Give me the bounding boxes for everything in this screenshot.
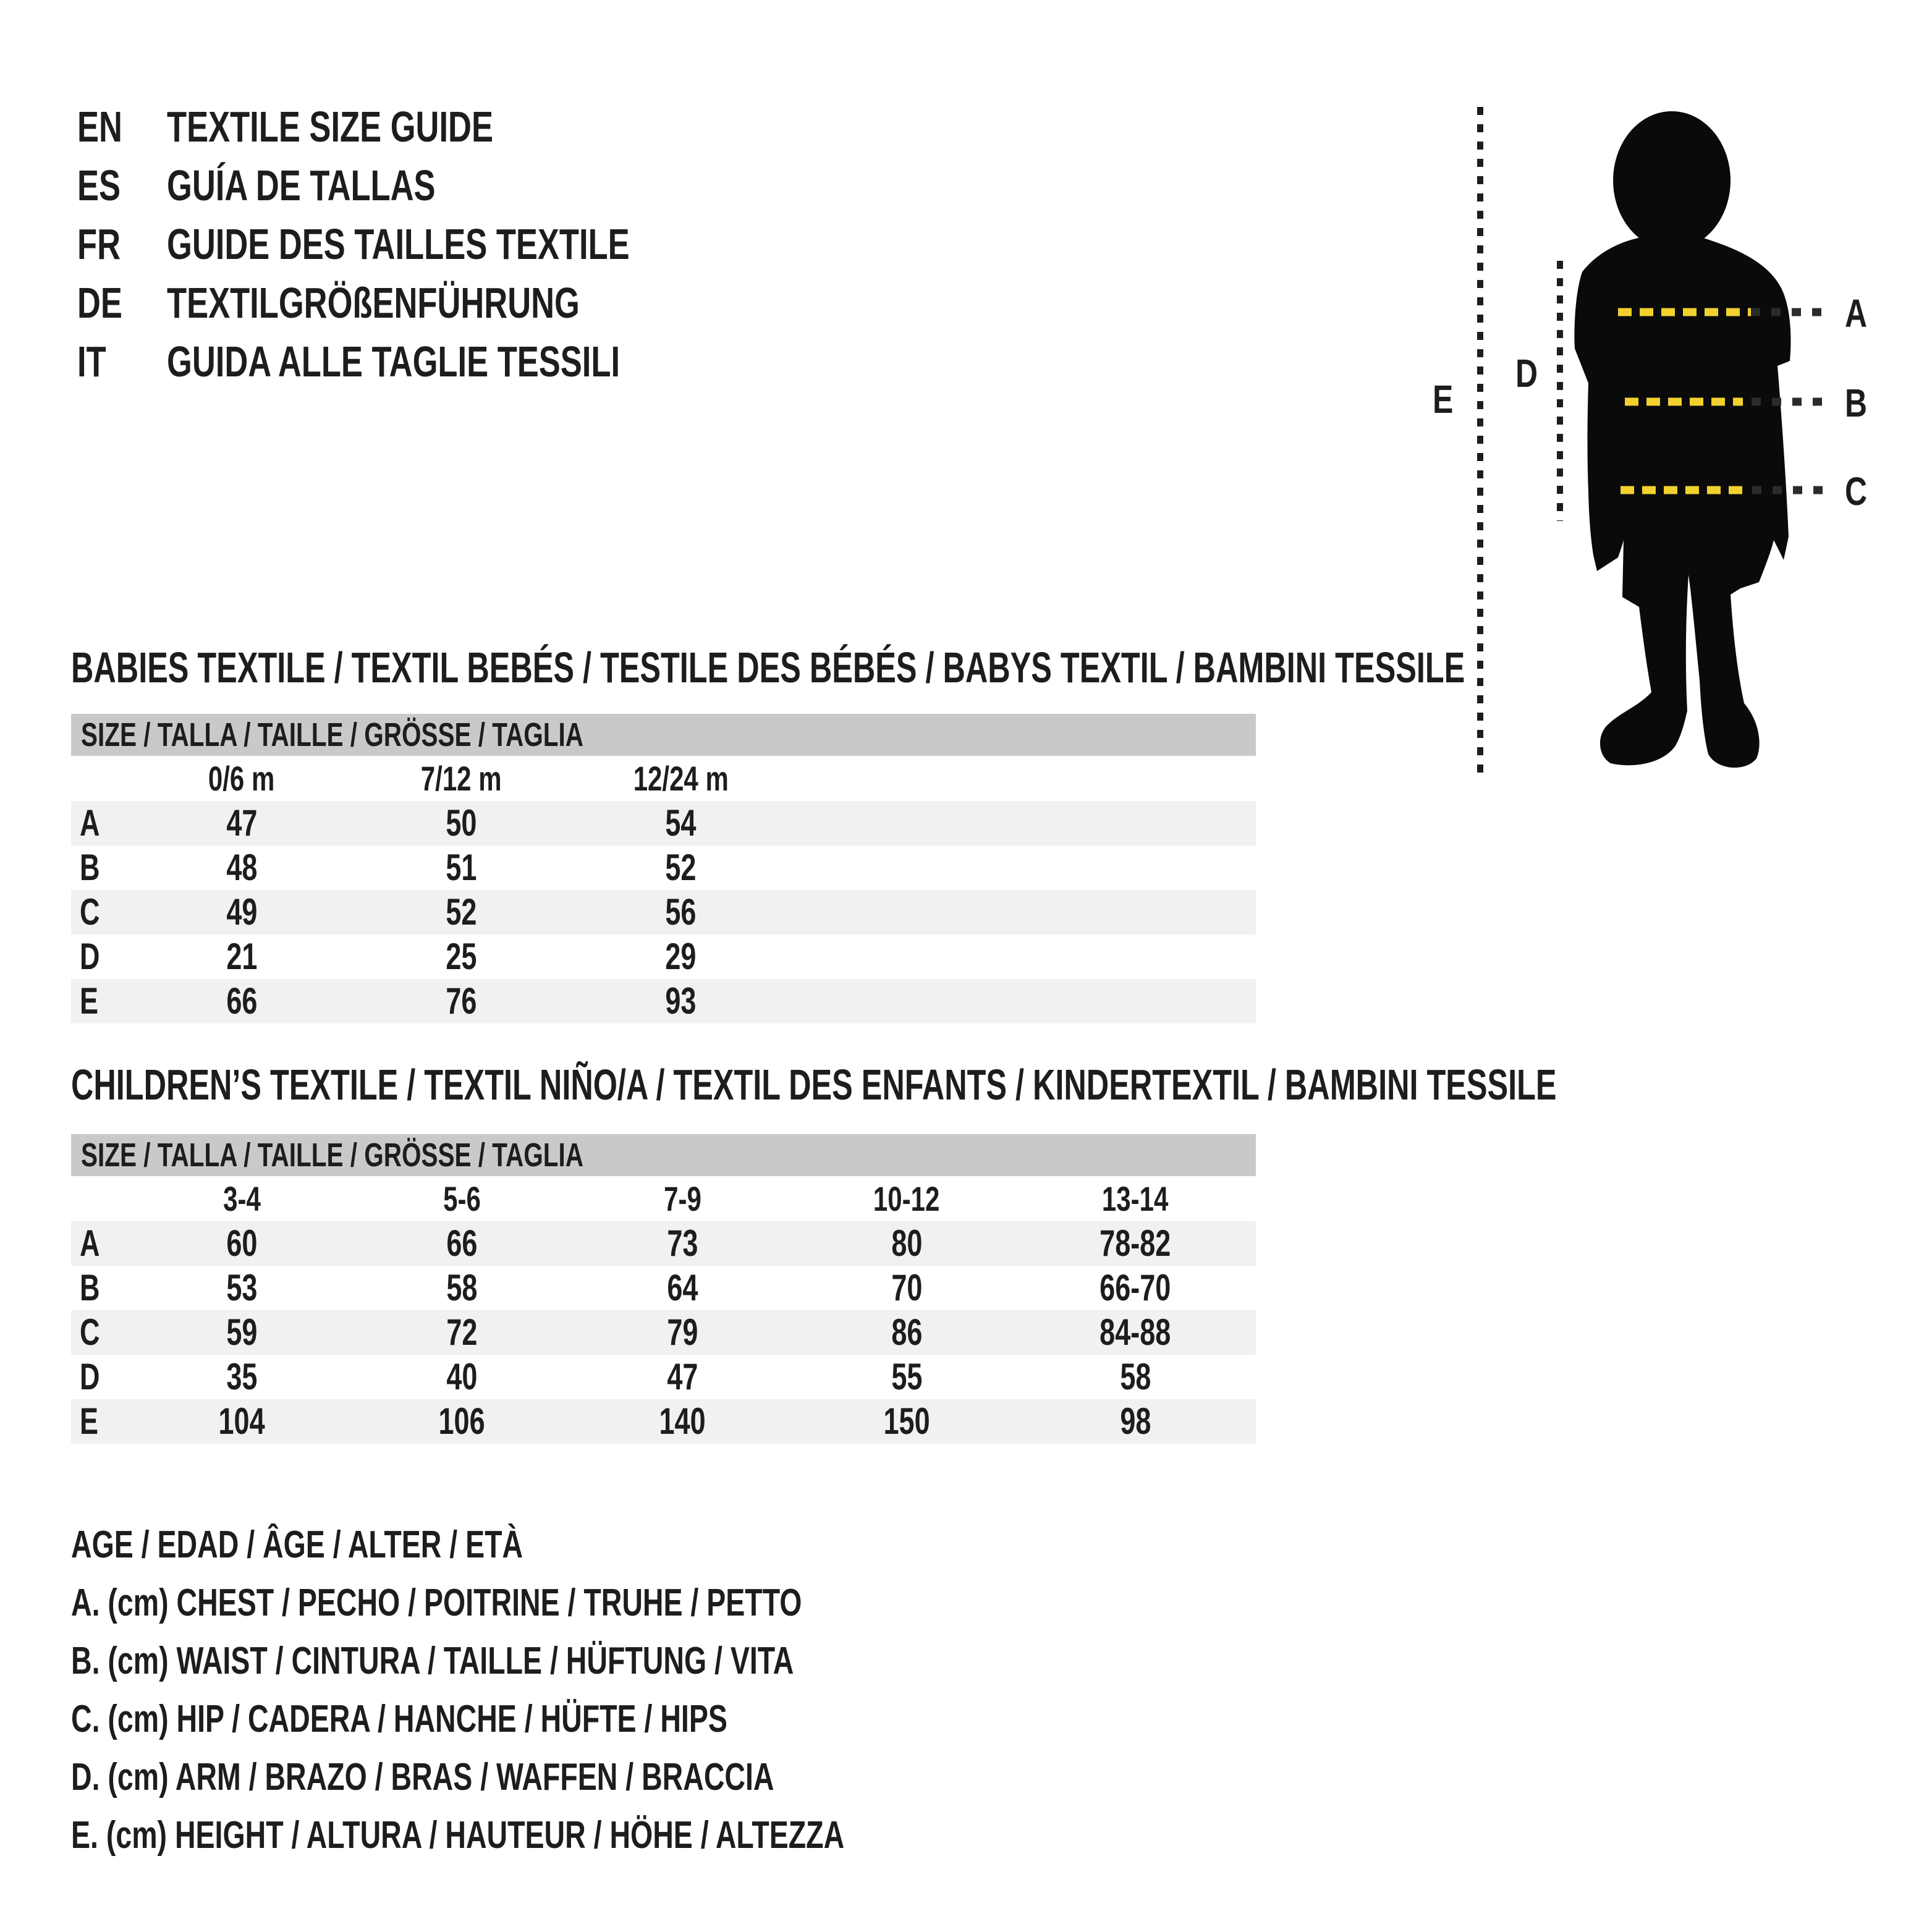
measure-label-a: A: [1845, 291, 1868, 336]
table-cell: 58: [446, 1267, 478, 1308]
table-cell: 47: [226, 802, 258, 844]
table-cell: 78-82: [1099, 1222, 1171, 1264]
column-header: 7-9: [663, 1179, 701, 1218]
babies-size-table: [71, 714, 1256, 1023]
table-cell: 53: [226, 1267, 258, 1308]
table-cell: 35: [226, 1356, 258, 1397]
table-cell: 55: [891, 1356, 923, 1397]
table-cell: 48: [226, 847, 258, 888]
language-row: [77, 156, 784, 215]
language-code: ES: [77, 161, 121, 210]
table-row-c: [71, 1310, 1256, 1355]
measurement-legend: [71, 1516, 1102, 1865]
table-cell: 80: [891, 1222, 923, 1264]
silhouette-head: [1613, 111, 1731, 250]
legend-item-waist: B. (cm) WAIST / CINTURA / TAILLE / HÜFTUNG / VITA: [71, 1640, 794, 1682]
row-label: A: [80, 1222, 100, 1264]
table-cell: 59: [226, 1311, 258, 1353]
language-title: TEXTILGRÖßENFÜHRUNG: [167, 279, 580, 327]
language-row: [77, 98, 784, 156]
table-row-b: [71, 845, 1256, 890]
table-cell: 52: [445, 891, 477, 933]
table-cell: 106: [438, 1400, 485, 1442]
legend-item-age: AGE / EDAD / ÂGE / ALTER / ETÀ: [71, 1523, 523, 1566]
table-row-e: [71, 1399, 1256, 1444]
table-cell: 52: [665, 847, 697, 888]
table-row-e: [71, 979, 1256, 1023]
children-size-table: [71, 1134, 1256, 1444]
legend-item-chest: A. (cm) CHEST / PECHO / POITRINE / TRUHE / PETTO: [71, 1582, 802, 1624]
children-table-header-bar: SIZE / TALLA / TAILLE / GRÖSSE / TAGLIA: [71, 1134, 1256, 1176]
table-cell: 56: [665, 891, 697, 933]
table-cell: 86: [891, 1311, 923, 1353]
language-row: [77, 274, 784, 333]
row-label: E: [80, 1400, 99, 1442]
language-title: GUIDA ALLE TAGLIE TESSILI: [167, 337, 621, 386]
table-row-d: [71, 934, 1256, 979]
table-cell: 73: [666, 1222, 698, 1264]
table-cell: 70: [891, 1267, 923, 1308]
table-row-b: [71, 1266, 1256, 1310]
table-row-a: [71, 801, 1256, 845]
table-cell: 60: [226, 1222, 258, 1264]
children-section-title: CHILDREN’S TEXTILE / TEXTIL NIÑO/A / TEXTIL DES ENFANTS / KINDERTEXTIL / BAMBINI TESSILE: [71, 1061, 1557, 1109]
table-cell: 21: [226, 936, 258, 977]
column-header: 10-12: [873, 1179, 940, 1218]
row-label: C: [80, 1311, 100, 1353]
table-cell: 54: [665, 802, 697, 844]
language-list: [77, 98, 784, 391]
table-cell: 98: [1119, 1400, 1151, 1442]
table-cell: 150: [883, 1400, 930, 1442]
column-header: 5-6: [443, 1179, 481, 1218]
language-code: FR: [77, 220, 121, 268]
table-row-c: [71, 890, 1256, 934]
table-row-d: [71, 1355, 1256, 1399]
row-label: A: [80, 802, 100, 844]
column-header: 7/12 m: [420, 759, 502, 798]
legend-item-hip: C. (cm) HIP / CADERA / HANCHE / HÜFTE / HIPS: [71, 1698, 727, 1740]
table-row-a: [71, 1221, 1256, 1266]
table-cell: 66: [446, 1222, 478, 1264]
row-label: D: [80, 1356, 100, 1397]
table-cell: 64: [666, 1267, 698, 1308]
row-label: B: [80, 847, 100, 888]
row-label: E: [80, 980, 99, 1022]
column-header: 12/24 m: [633, 759, 729, 798]
babies-section-title: BABIES TEXTILE / TEXTIL BEBÉS / TESTILE DES BÉBÉS / BABYS TEXTIL / BAMBINI TESSILE: [71, 643, 1465, 692]
row-label: D: [80, 936, 100, 977]
measure-label-d: D: [1515, 351, 1538, 396]
language-title: GUIDE DES TAILLES TEXTILE: [167, 220, 630, 268]
row-label: C: [80, 891, 100, 933]
table-cell: 84-88: [1099, 1311, 1171, 1353]
measure-label-e: E: [1433, 377, 1454, 422]
language-code: IT: [77, 337, 106, 386]
table-cell: 66: [226, 980, 258, 1022]
language-row: [77, 333, 784, 391]
babies-table-header-bar: SIZE / TALLA / TAILLE / GRÖSSE / TAGLIA: [71, 714, 1256, 756]
legend-item-arm: D. (cm) ARM / BRAZO / BRAS / WAFFEN / BRACCIA: [71, 1756, 774, 1799]
table-cell: 72: [446, 1311, 478, 1353]
table-cell: 140: [659, 1400, 706, 1442]
table-cell: 29: [665, 936, 697, 977]
column-header: 3-4: [222, 1179, 261, 1218]
row-label: B: [80, 1267, 100, 1308]
language-title: TEXTILE SIZE GUIDE: [167, 103, 493, 151]
language-title: GUÍA DE TALLAS: [167, 161, 436, 210]
babies-column-header-row: [71, 756, 1256, 801]
table-cell: 25: [445, 936, 477, 977]
language-code: DE: [77, 279, 122, 327]
language-row: [77, 215, 784, 274]
children-column-header-row: [71, 1176, 1256, 1221]
table-cell: 51: [445, 847, 477, 888]
table-cell: 79: [666, 1311, 698, 1353]
column-header: 13-14: [1102, 1179, 1169, 1218]
table-cell: 93: [665, 980, 697, 1022]
table-cell: 49: [226, 891, 258, 933]
table-cell: 58: [1119, 1356, 1151, 1397]
table-cell: 50: [445, 802, 477, 844]
language-code: EN: [77, 103, 122, 151]
measure-label-c: C: [1845, 469, 1868, 514]
table-cell: 76: [445, 980, 477, 1022]
table-cell: 47: [666, 1356, 698, 1397]
column-header: 0/6 m: [208, 759, 275, 798]
measurement-figure: [1421, 87, 1932, 816]
child-silhouette-figure: [1421, 87, 1932, 816]
legend-item-height: E. (cm) HEIGHT / ALTURA / HAUTEUR / HÖHE / ALTEZZA: [71, 1814, 845, 1857]
measure-label-b: B: [1845, 381, 1868, 425]
table-cell: 66-70: [1099, 1267, 1171, 1308]
table-cell: 104: [218, 1400, 265, 1442]
table-cell: 40: [446, 1356, 478, 1397]
